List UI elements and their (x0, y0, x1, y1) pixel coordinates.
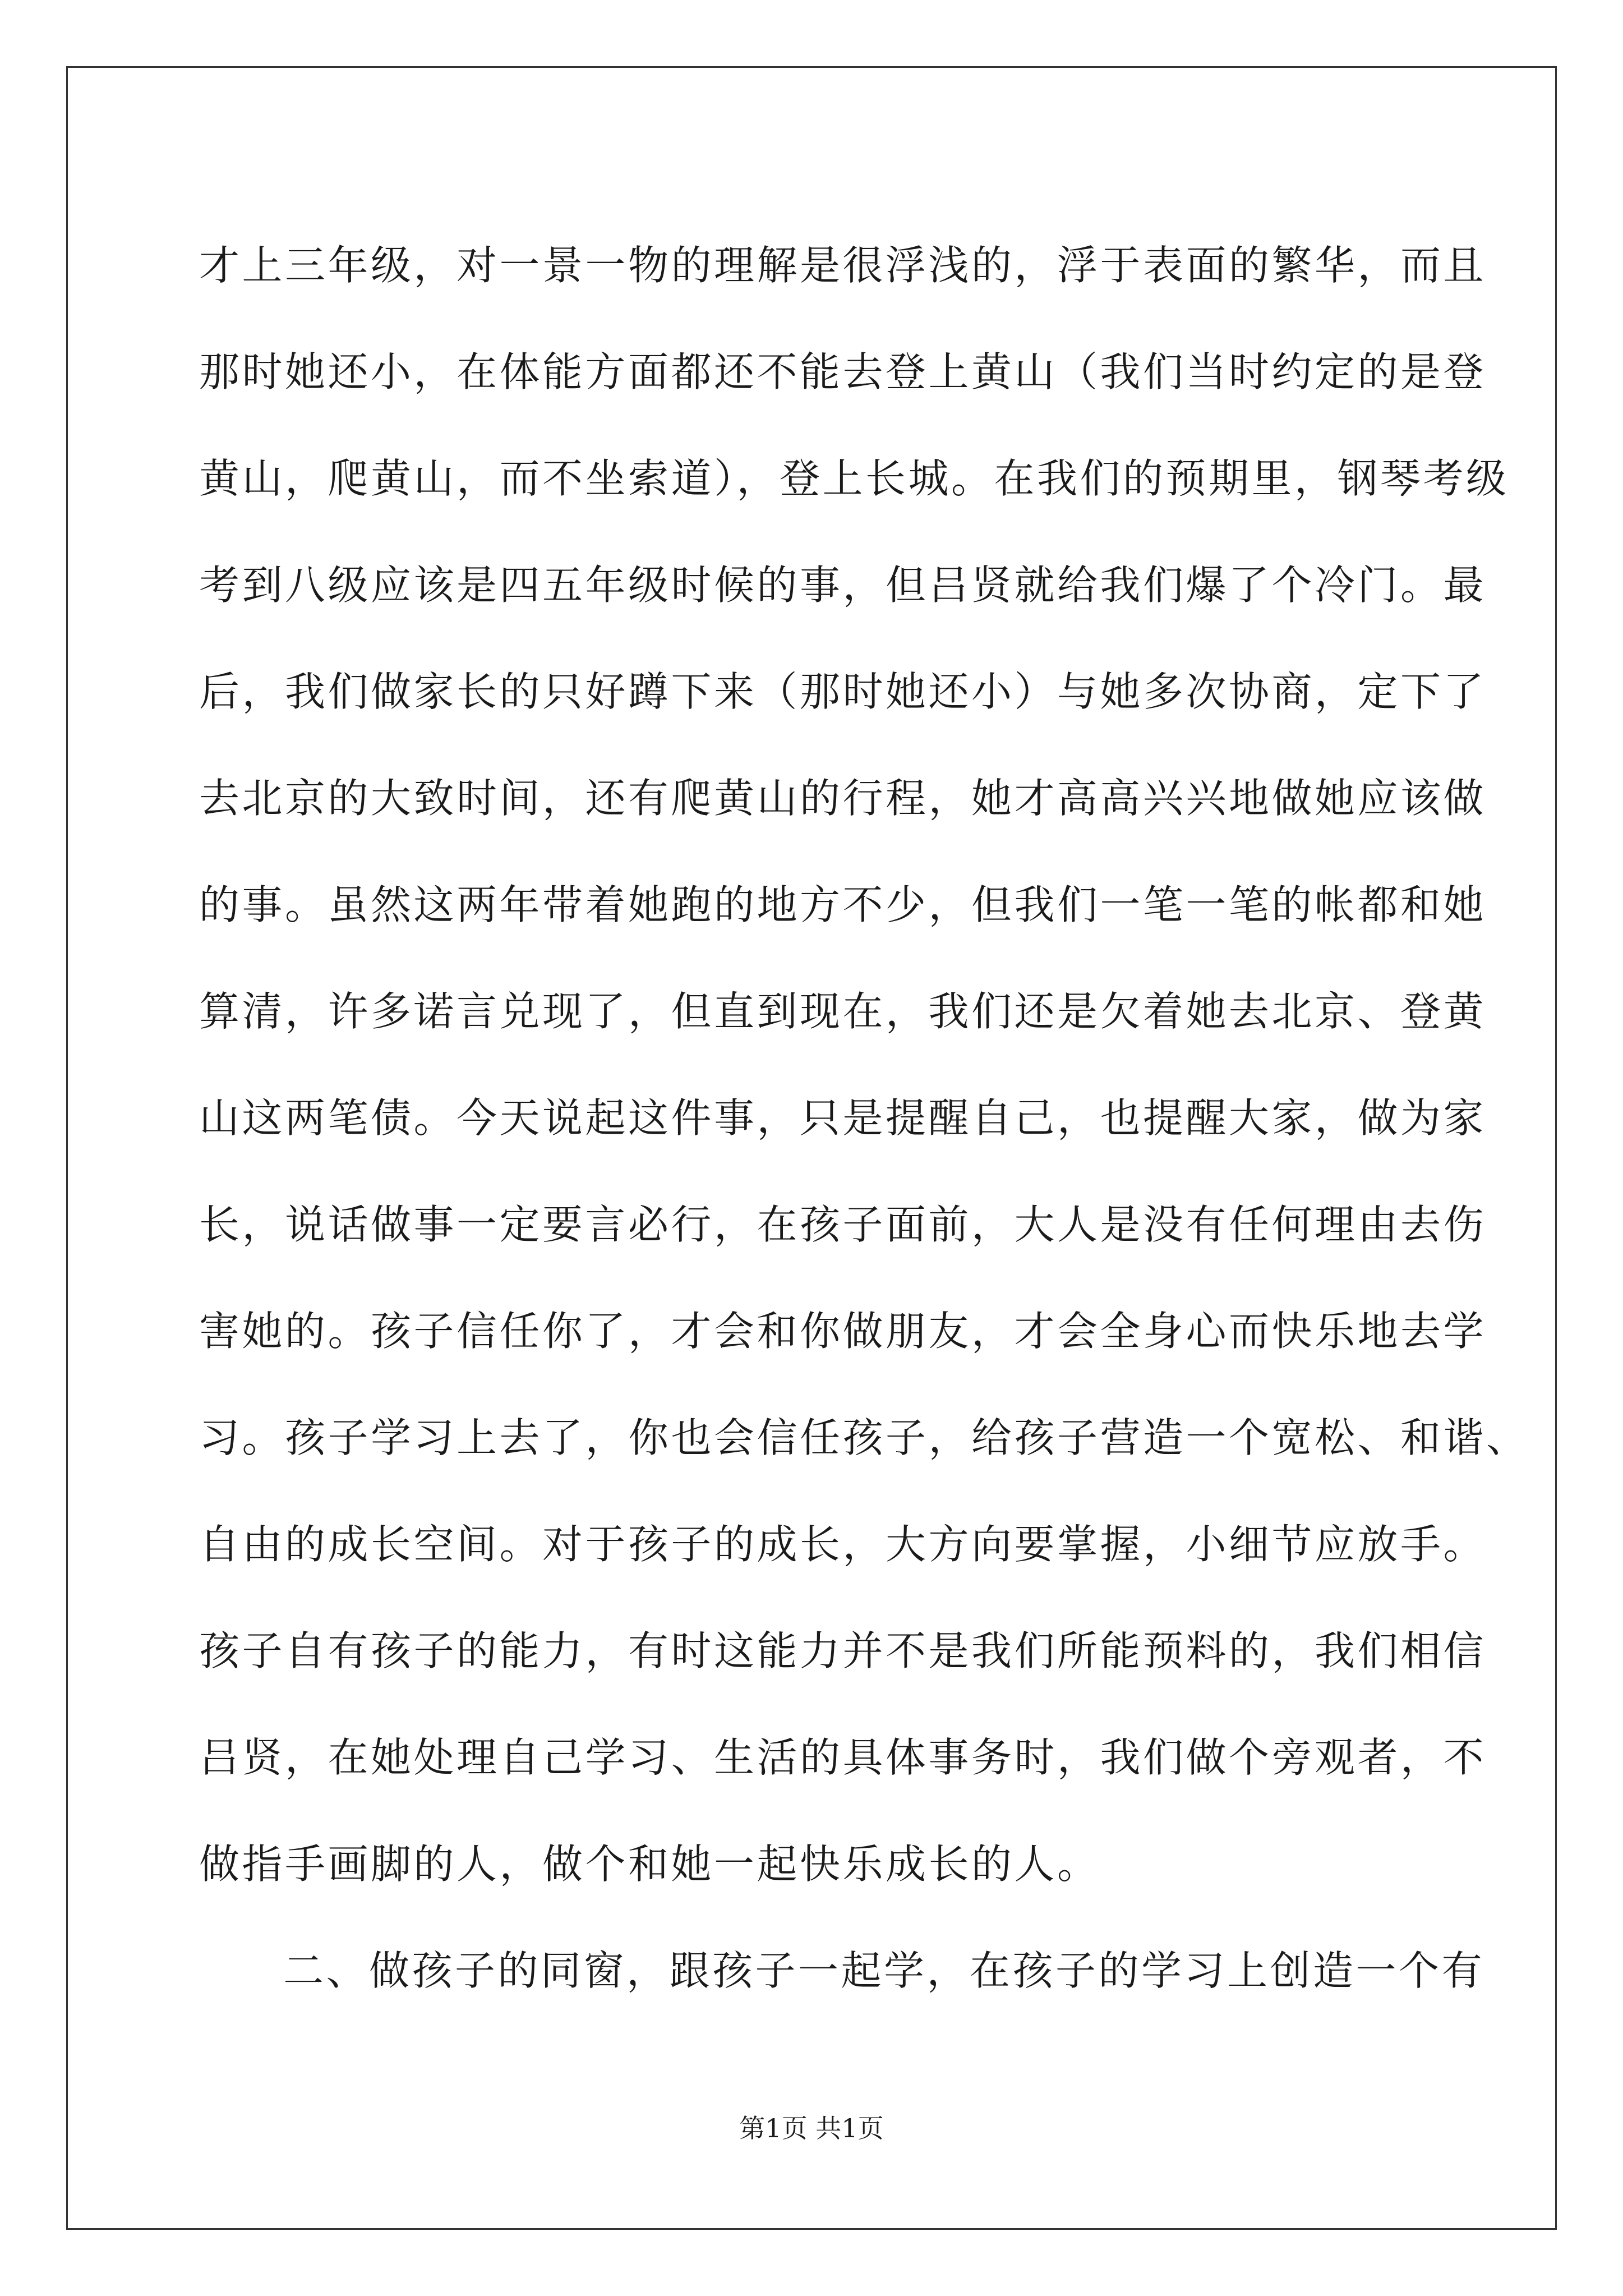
text-line: 后，我们做家长的只好蹲下来（那时她还小）与她多次协商，定下了 (199, 668, 1487, 715)
text-line: 吕贤，在她处理自己学习、生活的具体事务时，我们做个旁观者，不 (199, 1734, 1487, 1781)
text-line: 黄山，爬黄山，而不坐索道），登上长城。在我们的预期里，钢琴考级 (199, 455, 1509, 502)
document-body (199, 212, 1529, 2024)
text-line: 做指手画脚的人，做个和她一起快乐成长的人。 (199, 1841, 1100, 1888)
text-line: 害她的。孩子信任你了，才会和你做朋友，才会全身心而快乐地去学 (199, 1308, 1487, 1355)
page-number-footer: 第1页 共1页 (739, 2113, 884, 2143)
text-line: 考到八级应该是四五年级时候的事，但吕贤就给我们爆了个冷门。最 (199, 562, 1487, 609)
text-line: 去北京的大致时间，还有爬黄山的行程，她才高高兴兴地做她应该做 (199, 775, 1487, 822)
text-line: 山这两笔债。今天说起这件事，只是提醒自己，也提醒大家，做为家 (199, 1094, 1487, 1142)
text-line: 算清，许多诺言兑现了，但直到现在，我们还是欠着她去北京、登黄 (199, 988, 1487, 1035)
text-line: 自由的成长空间。对于孩子的成长，大方向要掌握，小细节应放手。 (199, 1521, 1487, 1568)
text-line: 才上三年级，对一景一物的理解是很浮浅的，浮于表面的繁华，而且 (199, 242, 1487, 289)
text-line: 孩子自有孩子的能力，有时这能力并不是我们所能预料的，我们相信 (199, 1627, 1487, 1674)
text-line: 长，说话做事一定要言必行，在孩子面前，大人是没有任何理由去伤 (199, 1201, 1487, 1248)
text-line: 那时她还小，在体能方面都还不能去登上黄山（我们当时约定的是登 (199, 348, 1487, 395)
text-line: 的事。虽然这两年带着她跑的地方不少，但我们一笔一笔的帐都和她 (199, 881, 1487, 928)
text-line: 习。孩子学习上去了，你也会信任孩子，给孩子营造一个宽松、和谐、 (199, 1414, 1529, 1461)
section-heading-line: 二、做孩子的同窗，跟孩子一起学，在孩子的学习上创造一个有 (283, 1947, 1485, 1994)
